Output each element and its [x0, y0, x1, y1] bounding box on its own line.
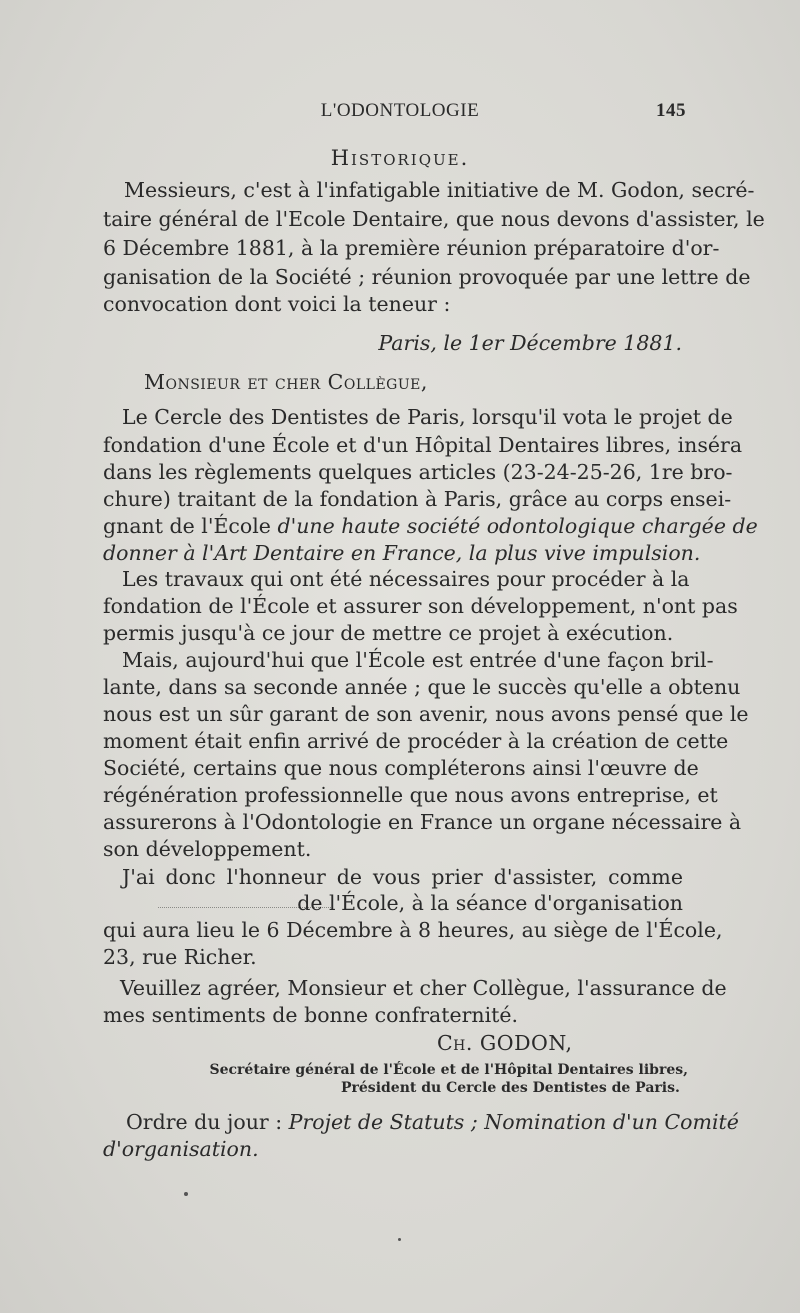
- ink-speck: [398, 1238, 401, 1241]
- p2-line-3: permis jusqu'à ce jour de mettre ce projet à exécution.: [103, 621, 674, 645]
- p4-line-1: J'ai donc l'honneur de vous prier d'assister, comme: [122, 865, 683, 889]
- p2-line-2: fondation de l'École et assurer son développement, n'ont pas: [103, 594, 738, 618]
- intro-line-5: convocation dont voici la teneur :: [103, 292, 451, 316]
- p5-line-2: mes sentiments de bonne confraternité.: [103, 1003, 519, 1027]
- p1-line-5-italic: d'une haute société odontologique chargée de: [277, 514, 758, 538]
- p1-line-3: dans les règlements quelques articles (23-24-25-26, 1re bro-: [103, 460, 733, 484]
- agenda-items: Projet de Statuts ; Nomination d'un Comité: [288, 1110, 739, 1134]
- ink-speck: [184, 1192, 188, 1196]
- p3-line-4: moment était enfin arrivé de procéder à la création de cette: [103, 729, 729, 753]
- p4-line-2: de l'École, à la séance d'organisation: [297, 891, 683, 915]
- agenda-line-2: d'organisation.: [103, 1137, 259, 1161]
- p3-line-5: Société, certains que nous compléterons ainsi l'œuvre de: [103, 756, 699, 780]
- p3-line-6: régénération professionnelle que nous avons entreprise, et: [103, 783, 718, 807]
- section-title: Historique.: [330, 146, 470, 170]
- p3-line-8: son développement.: [103, 837, 312, 861]
- agenda-label: Ordre du jour :: [126, 1110, 289, 1134]
- p3-line-2: lante, dans sa seconde année ; que le succès qu'elle a obtenu: [103, 675, 741, 699]
- agenda-line-1: [126, 1109, 739, 1135]
- letter-salutation: Monsieur et cher Collègue,: [144, 370, 428, 394]
- p4-line-3: qui aura lieu le 6 Décembre à 8 heures, au siège de l'École,: [103, 918, 723, 942]
- p1-line-6: donner à l'Art Dentaire en France, la plus vive impulsion.: [103, 541, 701, 565]
- page-number: 145: [656, 100, 686, 121]
- p4-line-4: 23, rue Richer.: [103, 945, 257, 969]
- intro-line-2: taire général de l'Ecole Dentaire, que nous devons d'assister, le: [103, 207, 765, 231]
- p1-line-5: [103, 513, 758, 539]
- p1-line-1: Le Cercle des Dentistes de Paris, lorsqu'il vota le projet de: [122, 405, 733, 429]
- intro-line-4: ganisation de la Société ; réunion provoquée par une lettre de: [103, 265, 751, 289]
- letter-dateline: Paris, le 1er Décembre 1881.: [378, 331, 682, 355]
- signature-name: Ch. GODON,: [437, 1031, 573, 1055]
- p5-line-1: Veuillez agréer, Monsieur et cher Collègue, l'assurance de: [120, 976, 727, 1000]
- p1-line-4: chure) traitant de la fondation à Paris, grâce au corps ensei-: [103, 487, 732, 511]
- signature-title-2: Président du Cercle des Dentistes de Paris.: [341, 1080, 680, 1096]
- running-title: L'ODONTOLOGIE: [320, 100, 480, 121]
- p1-line-2: fondation d'une École et d'un Hôpital Dentaires libres, inséra: [103, 433, 743, 457]
- p1-line-5-plain: gnant de l'École: [103, 514, 278, 538]
- p3-line-1: Mais, aujourd'hui que l'École est entrée d'une façon bril-: [122, 648, 714, 672]
- p3-line-3: nous est un sûr garant de son avenir, nous avons pensé que le: [103, 702, 749, 726]
- signature-title-1: Secrétaire général de l'École et de l'Hôpital Dentaires libres,: [209, 1062, 688, 1078]
- p3-line-7: assurerons à l'Odontologie en France un organe nécessaire à: [103, 810, 742, 834]
- intro-line-1: Messieurs, c'est à l'infatigable initiative de M. Godon, secré-: [124, 178, 755, 202]
- intro-line-3: 6 Décembre 1881, à la première réunion préparatoire d'or-: [103, 236, 720, 260]
- p2-line-1: Les travaux qui ont été nécessaires pour procéder à la: [122, 567, 690, 591]
